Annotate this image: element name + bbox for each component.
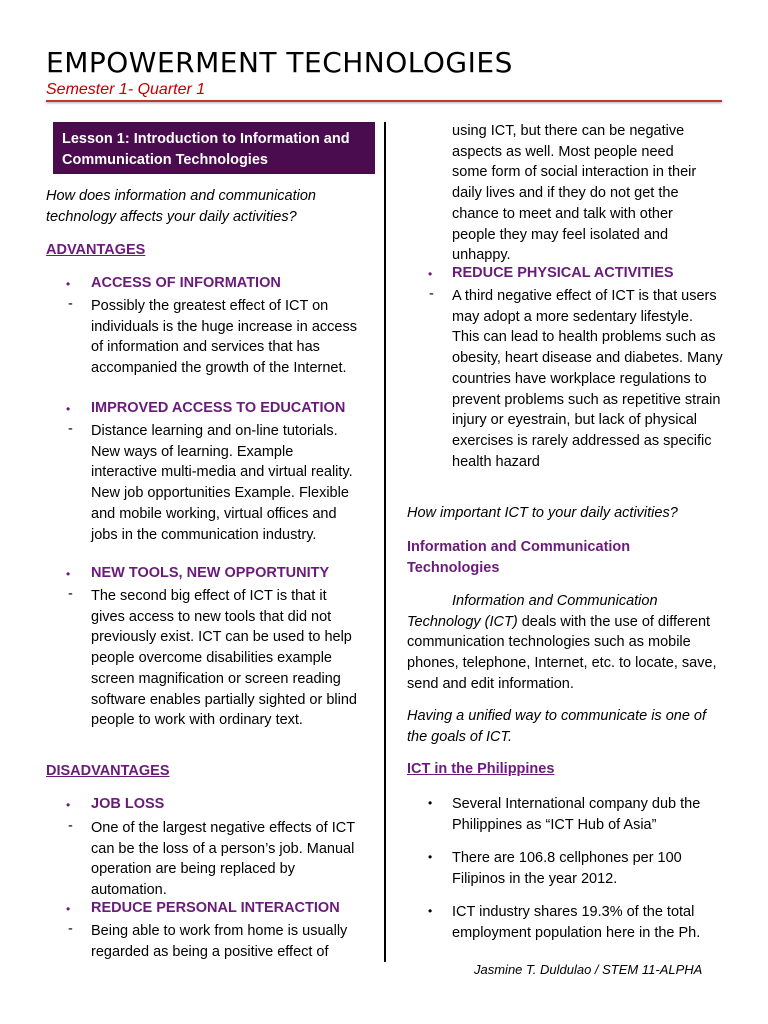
- advantage-title: IMPROVED ACCESS TO EDUCATION: [91, 400, 346, 416]
- dash-icon: -: [68, 421, 73, 437]
- disadvantages-heading: DISADVANTAGES: [46, 763, 170, 779]
- dash-icon: -: [68, 296, 73, 312]
- disadvantage-text: Being able to work from home is usually regarded as being a positive effect of: [91, 923, 348, 960]
- lesson-title-box: Lesson 1: Introduction to Information and Communication Technologies: [53, 122, 375, 174]
- ict-heading: Information and Communication Technologies: [407, 539, 631, 576]
- footer-author: Jasmine T. Duldulao / STEM 11-ALPHA: [474, 962, 703, 977]
- bullet-icon: •: [66, 567, 71, 581]
- philippines-item: Several International company dub the Philippines as “ICT Hub of Asia”: [452, 796, 701, 833]
- disadvantage-text: One of the largest negative effects of ICT can be the loss of a person’s job. Manual operation are being replaced by automation.: [91, 820, 355, 899]
- advantage-text: The second big effect of ICT is that it gives access to new tools that did not previously exist. ICT can be used to help people overcome disabilities example screen magnification or screen reading software enables partially sighted or blind people to work with ordinary text.: [91, 588, 357, 729]
- bullet-icon: •: [428, 904, 433, 918]
- dash-icon: -: [68, 586, 73, 602]
- page-subtitle: Semester 1- Quarter 1: [46, 81, 206, 98]
- philippines-heading: ICT in the Philippines: [407, 761, 555, 777]
- disadvantage-title: JOB LOSS: [91, 796, 165, 812]
- disadvantage-text: A third negative effect of ICT is that users may adopt a more sedentary lifestyle. This can lead to health problems such as obesity, heart disease and diabetes. Many countries have workplace regulations to prevent problems such as repetitive strain injury or eyestrain, but lack of physical exercises is rarely addressed as specific health hazard: [452, 288, 723, 470]
- advantage-title: NEW TOOLS, NEW OPPORTUNITY: [91, 565, 330, 581]
- disadvantage-title: REDUCE PERSONAL INTERACTION: [91, 900, 340, 916]
- dash-icon: -: [68, 818, 73, 834]
- bullet-icon: •: [66, 798, 71, 812]
- page-title: EMPOWERMENT TECHNOLOGIES: [46, 46, 513, 79]
- bullet-icon: •: [66, 277, 71, 291]
- ict-definition: [407, 591, 722, 695]
- advantage-text: Possibly the greatest effect of ICT on individuals is the huge increase in access of information and services that has accompanied the growth of the Internet.: [91, 298, 357, 377]
- column-divider: [384, 122, 386, 962]
- bullet-icon: •: [66, 402, 71, 416]
- dash-icon: -: [68, 921, 73, 937]
- bullet-icon: •: [428, 850, 433, 864]
- dash-icon: -: [429, 286, 434, 302]
- disadvantage-text-continued: using ICT, but there can be negative aspects as well. Most people need some form of social interaction in their daily lives and if they do not get the chance to meet and talk with other people they may feel isolated and unhappy.: [452, 123, 697, 264]
- ict-definition-rest: deals with the use of different communication technologies such as mobile phones, telephone, Internet, etc. to locate, save, send and edit information.: [407, 613, 717, 692]
- bullet-icon: •: [66, 902, 71, 916]
- intro-question: How does information and communication technology affects your daily activities?: [46, 188, 316, 225]
- advantages-heading: ADVANTAGES: [46, 242, 146, 258]
- question-2: How important ICT to your daily activities?: [407, 505, 678, 521]
- ict-term: Information and Communication Technology (ICT): [407, 593, 658, 630]
- advantage-text: Distance learning and on-line tutorials. New ways of learning. Example interactive multi-media and virtual reality. New job opportunities Example. Flexible and mobile working, virtual offices and jobs in the communication industry.: [91, 423, 353, 543]
- philippines-item: There are 106.8 cellphones per 100 Filipinos in the year 2012.: [452, 850, 682, 887]
- advantage-title: ACCESS OF INFORMATION: [91, 275, 281, 291]
- bullet-icon: •: [428, 267, 433, 281]
- disadvantage-title: REDUCE PHYSICAL ACTIVITIES: [452, 265, 674, 281]
- ict-goal: Having a unified way to communicate is one of the goals of ICT.: [407, 708, 707, 745]
- bullet-icon: •: [428, 796, 433, 810]
- header-rule: [46, 100, 722, 102]
- philippines-item: ICT industry shares 19.3% of the total employment population here in the Ph.: [452, 904, 701, 941]
